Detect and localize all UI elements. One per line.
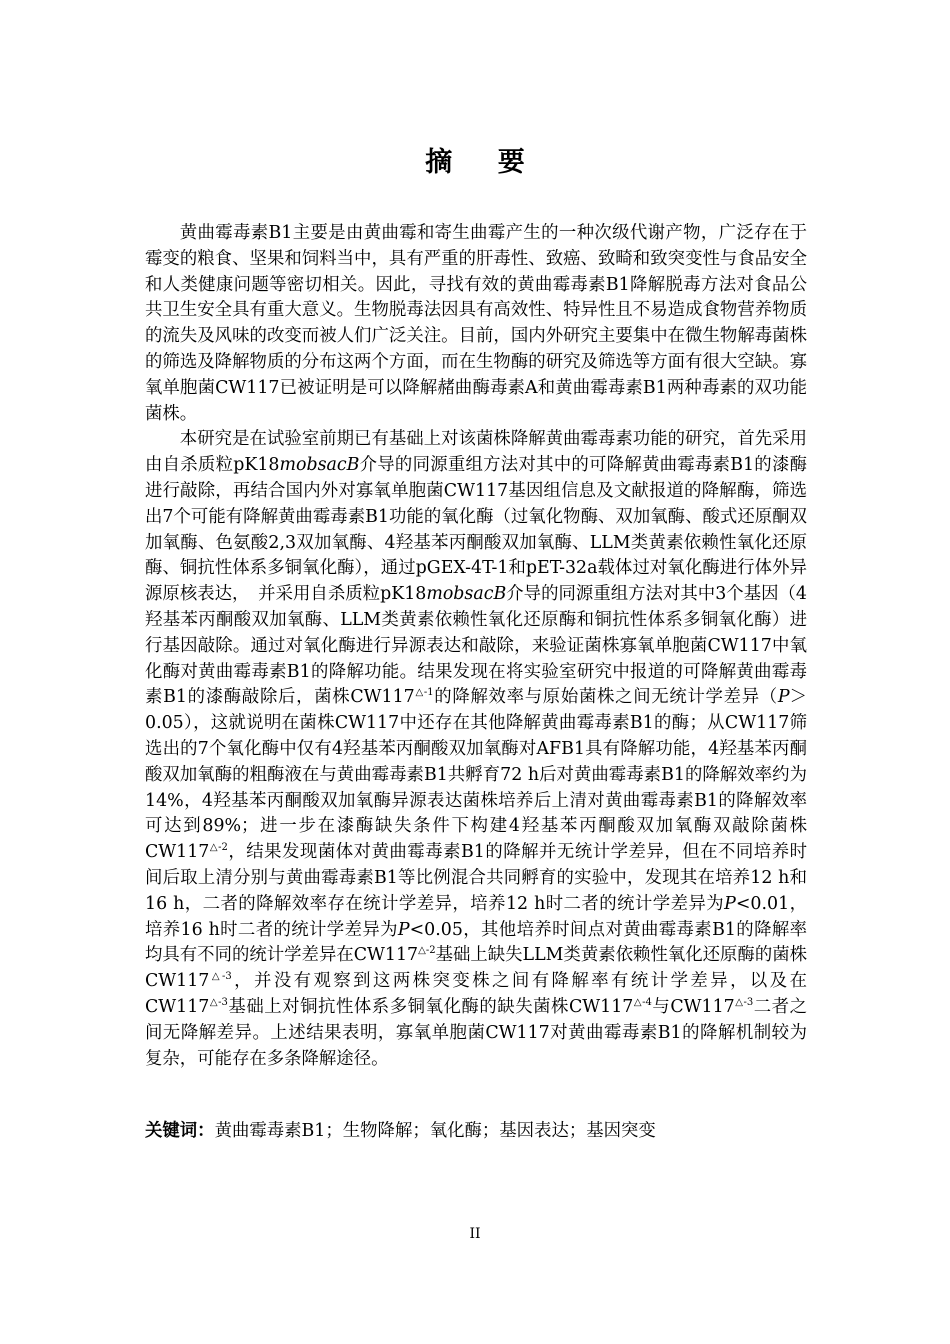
text-run: <0.05，其他培养时间点对黄曲霉毒素B1的降解率均具有不同的统计学差异在CW117 bbox=[145, 919, 808, 966]
text-run: 基础上缺失LLM类黄素依赖性氧化还原酶的菌株CW117 bbox=[145, 945, 807, 992]
keywords-text: 黄曲霉毒素B1；生物降解；氧化酶；基因表达；基因突变 bbox=[214, 1121, 656, 1141]
text-run: 介导的同源重组方法对其中的可降解黄曲霉毒素B1的漆酶进行敲除，再结合国内外对寡氧单胞菌CW117基因组信息及文献报道的降解酶，筛选出7个可能有降解黄曲霉毒素B1功能的氧化酶（过氧化物酶、双加氧酶、酸式还原酮双加氧酶、色氨酸2,3双加氧酶、4羟基苯丙酮酸双加氧酶、LLM类黄素依赖性氧化还原酶、铜抗性体系多铜氧化酶），通过pGEX-4T-1和pET-32a载体过对氧化酶进行体外异源原核表达， 并采用自杀质粒pK18 bbox=[145, 455, 807, 605]
superscript-run: △-4 bbox=[633, 997, 652, 1009]
text-run: 介导的同源重组方法对其中3个基因（4羟基苯丙酮酸双加氧酶、LLM类黄素依赖性氧化还原酶和铜抗性体系多铜氧化酶）进行基因敲除。通过对氧化酶进行异源表达和敲除，来验证菌株寡氧单胞菌CW117中氧化酶对黄曲霉毒素B1的降解功能。结果发现在将实验室研究中报道的可降解黄曲霉毒素B1的漆酶敲除后，菌株CW117 bbox=[145, 584, 807, 708]
abstract-paragraph-1 bbox=[145, 221, 807, 427]
keywords-label: 关键词： bbox=[145, 1121, 215, 1141]
abstract-body bbox=[145, 221, 807, 1072]
text-run: 的降解效率与原始菌株之间无统计学差异（ bbox=[433, 687, 778, 708]
text-run: 黄曲霉毒素B1主要是由黄曲霉和寄生曲霉产生的一种次级代谢产物，广泛存在于霉变的粮食、坚果和饲料当中，具有严重的肝毒性、致癌、致畸和致突变性与食品安全和人类健康问题等密切相关。因此，寻找有效的黄曲霉毒素B1降解脱毒方法对食品公共卫生安全具有重大意义。生物脱毒法因具有高效性、特异性且不易造成食物营养物质的流失及风味的改变而被人们广泛关注。目前，国内外研究主要集中在微生物解毒菌株的筛选及降解物质的分布这两个方面，而在生物酶的研究及筛选等方面有很大空缺。寡氧单胞菌CW117已被证明是可以降解赭曲酶毒素A和黄曲霉毒素B1两种毒素的双功能菌株。 bbox=[145, 223, 807, 424]
text-run: 本研究是在试验室前期已有基础上对该菌株降解黄曲霉毒素功能的研究，首先采用由自杀质粒pK18 bbox=[145, 429, 807, 476]
superscript-run: △-3 bbox=[209, 971, 232, 983]
text-run: <0.01，培养16 h时二者的统计学差异为 bbox=[145, 893, 807, 940]
abstract-title: 摘 要 bbox=[425, 147, 543, 178]
italic-run: P bbox=[777, 687, 790, 708]
text-run: ，并没有观察到这两株突变株之间有降解率有统计学差异，以及在CW117 bbox=[145, 971, 807, 1017]
italic-run: mobsacB bbox=[279, 455, 360, 476]
italic-run: P bbox=[724, 893, 736, 914]
text-run: 二者之间无降解差异。上述结果表明，寡氧单胞菌CW117对黄曲霉毒素B1的降解机制较为复杂，可能存在多条降解途径。 bbox=[145, 996, 807, 1069]
superscript-run: △-2 bbox=[209, 842, 228, 854]
superscript-run: △-3 bbox=[209, 997, 228, 1009]
keywords-line bbox=[145, 1119, 807, 1145]
superscript-run: △-2 bbox=[418, 945, 436, 957]
superscript-run: △-3 bbox=[734, 997, 754, 1009]
text-run: ＞0.05），这就说明在菌株CW117中还存在其他降解黄曲霉毒素B1的酶；从CW117筛选出的7个氧化酶中仅有4羟基苯丙酮酸双加氧酶对AFB1具有降解功能，4羟基苯丙酮酸双加氧酶的粗酶液在与黄曲霉毒素B1共孵育72 h后对黄曲霉毒素B1的降解效率约为14%，4羟基苯丙酮酸双加氧酶异源表达菌株培养后上清对黄曲霉毒素B1的降解效率可达到89%；进一步在漆酶缺失条件下构建4羟基苯丙酮酸双加氧酶双敲除菌株CW117 bbox=[145, 687, 807, 863]
text-run: ，结果发现菌体对黄曲霉毒素B1的降解并无统计学差异，但在不同培养时间后取上清分别与黄曲霉毒素B1等比例混合共同孵育的实验中，发现其在培养12 h和16 h，二者的降解效率存在统计学差异，培养12 h时二者的统计学差异为 bbox=[145, 842, 807, 914]
italic-run: P bbox=[397, 919, 410, 940]
text-run: 与CW117 bbox=[651, 996, 735, 1017]
page-number: II bbox=[469, 1226, 481, 1242]
text-run: 基础上对铜抗性体系多铜氧化酶的缺失菌株CW117 bbox=[227, 996, 634, 1017]
italic-run: mobsacB bbox=[426, 584, 507, 605]
superscript-run: △-1 bbox=[414, 687, 434, 699]
abstract-paragraph-2 bbox=[145, 427, 807, 1072]
